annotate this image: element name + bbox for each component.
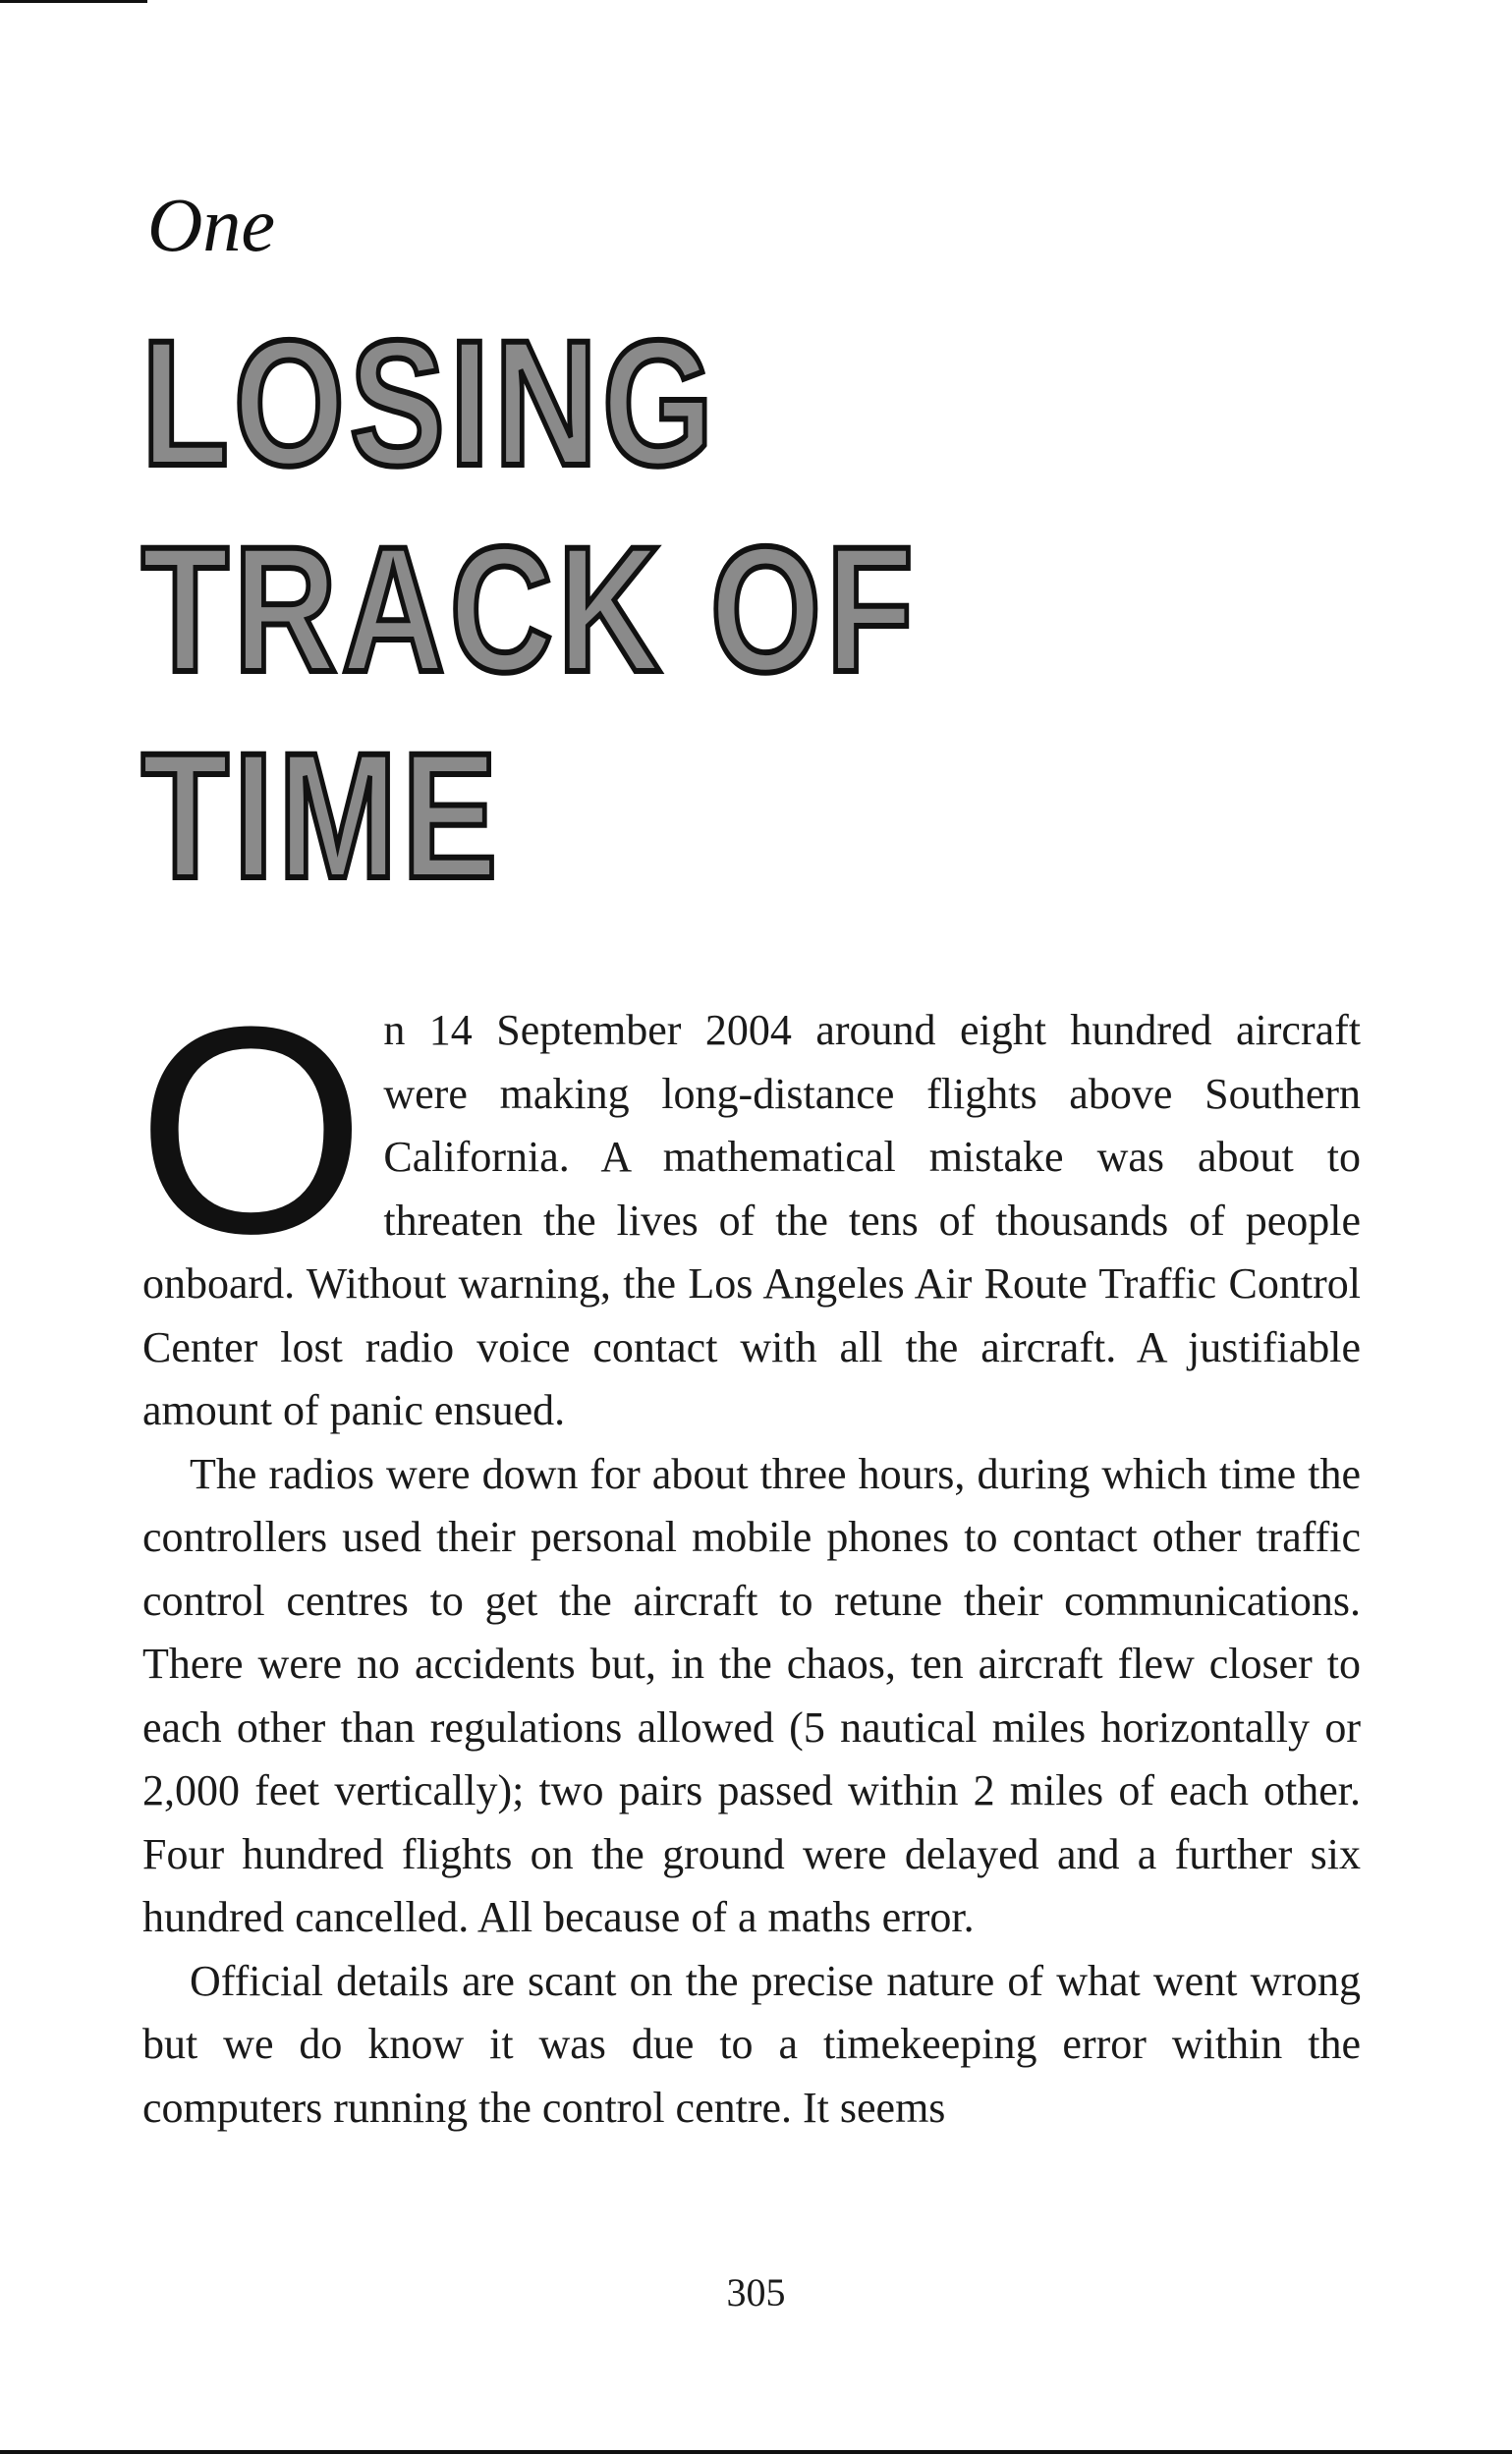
- chapter-title-line-2: TRACK OF: [141, 509, 919, 709]
- chapter-title-line-3: TIME: [141, 715, 502, 916]
- drop-cap: O: [137, 965, 366, 1295]
- paragraph-2: The radios were down for about three hours, during which time the controllers used their personal mobile phones to contact other traffic control centres to get the aircraft to retune their communications. There were no accidents but, in the chaos, ten aircraft flew closer to each other than regulations allowed (5 nautical miles horizontally or 2,000 feet vertically); two pairs passed within 2 miles of each other. Four hundred flights on the ground were delayed and a further six hundred cancelled. All because of a maths error.: [142, 1449, 1361, 1941]
- paragraph-3: Official details are scant on the precise nature of what went wrong but we do know it was due to a timekeeping error within the computers running the control centre. It seems: [142, 1956, 1361, 2132]
- bottom-edge-rule: [0, 2450, 1512, 2454]
- paragraph-1-text: n 14 September 2004 around eight hundred aircraft were making long-distance flights above Southern California. A mathematical mistake was about to threaten the lives of the tens of thousands of people onboard. Without warning, the Los Angeles Air Route Traffic Control Center lost radio voice contact with all the aircraft. A justifiable amount of panic ensued.: [142, 1006, 1361, 1434]
- chapter-number-label: One: [147, 182, 275, 267]
- top-edge-rule: [0, 0, 147, 3]
- body-text: [137, 965, 1361, 2140]
- paragraph-1: [137, 965, 1361, 1443]
- chapter-title: [141, 300, 919, 919]
- page-number: 305: [726, 2270, 786, 2315]
- chapter-title-line-1: LOSING: [141, 303, 718, 503]
